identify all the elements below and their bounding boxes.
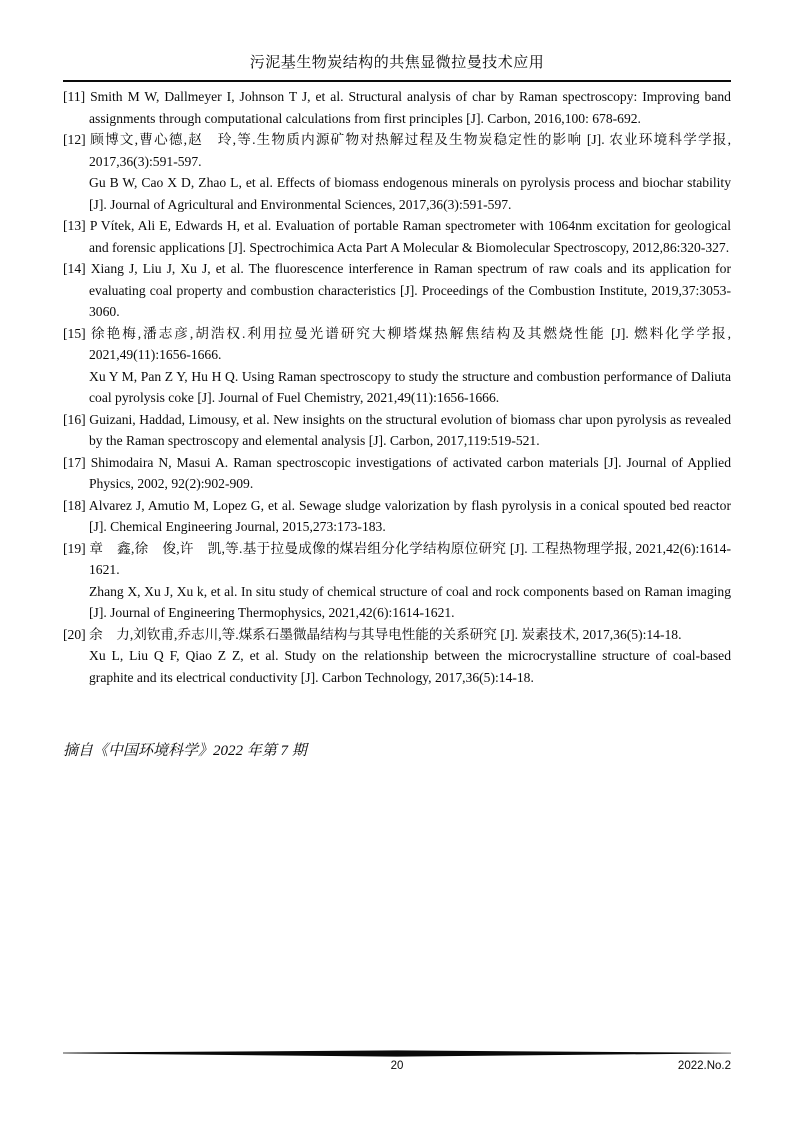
- reference-item-18: [63, 495, 731, 538]
- running-head-title: 污泥基生物炭结构的共焦显微拉曼技术应用: [63, 52, 731, 82]
- reference-item-17: [63, 452, 731, 495]
- reference-number: [18]: [63, 497, 86, 513]
- page-content: [63, 52, 731, 762]
- reference-text: 顾博文,曹心德,赵 玲,等.生物质内源矿物对热解过程及生物炭稳定性的影响 [J]. 农业环境科学学报, 2017,36(3):591-597.: [89, 132, 731, 169]
- reference-item-11: [63, 86, 731, 129]
- reference-number: [11]: [63, 89, 86, 104]
- page-number: 20: [390, 1060, 404, 1072]
- reference-item-19: [63, 538, 731, 581]
- reference-number: [19]: [63, 540, 86, 556]
- reference-item-16: [63, 409, 731, 452]
- reference-text: 余 力,刘钦甫,乔志川,等.煤系石墨微晶结构与其导电性能的关系研究 [J]. 炭素技术, 2017,36(5):14-18.: [89, 626, 682, 642]
- reference-text: 章 鑫,徐 俊,许 凯,等.基于拉曼成像的煤岩组分化学结构原位研究 [J]. 工程热物理学报, 2021,42(6):1614-1621.: [89, 540, 732, 577]
- reference-number: [13]: [63, 218, 86, 233]
- tapered-rule-shape: [63, 1050, 731, 1057]
- reference-item-13: [63, 215, 731, 258]
- reference-text: Xiang J, Liu J, Xu J, et al. The fluorescence interference in Raman spectrum of raw coals and its application for evaluating coal property and combustion characteristics [J]. Proceedings of the Combustion Institute, 2019,37:3053-3060.: [89, 261, 731, 319]
- reference-number: [12]: [63, 132, 86, 147]
- source-note: 摘自《中国环境科学》2022 年第 7 期: [63, 743, 307, 759]
- reference-translation-19: Zhang X, Xu J, Xu k, et al. In situ study of chemical structure of coal and rock components based on Raman imaging [J]. Journal of Engineering Thermophysics, 2021,42(6):1614-1621.: [89, 583, 731, 620]
- page-footer: [63, 1059, 731, 1074]
- reference-number: [17]: [63, 454, 86, 470]
- reference-number: [15]: [63, 325, 86, 341]
- reference-number: [20]: [63, 626, 86, 642]
- reference-translation-15: Xu Y M, Pan Z Y, Hu H Q. Using Raman spectroscopy to study the structure and combustion performance of Daliuta coal pyrolysis coke [J]. Journal of Fuel Chemistry, 2021,49(11):1656-1666.: [89, 368, 731, 405]
- reference-item-20: [63, 624, 731, 646]
- reference-text: 徐艳梅,潘志彦,胡浩权.利用拉曼光谱研究大柳塔煤热解焦结构及其燃烧性能 [J]. 燃料化学学报, 2021,49(11):1656-1666.: [89, 325, 731, 362]
- footer-rule: [63, 1050, 731, 1057]
- reference-text: Guizani, Haddad, Limousy, et al. New insights on the structural evolution of biomass char upon pyrolysis as revealed by the Raman spectroscopy and elemental analysis [J]. Carbon, 2017,119:519-521.: [89, 411, 731, 448]
- reference-number: [14]: [63, 261, 86, 276]
- reference-text: Smith M W, Dallmeyer I, Johnson T J, et al. Structural analysis of char by Raman spectroscopy: Improving band assignments through computational calculations from first principles [J]. Carbon, 2016,100: 678-692.: [89, 89, 731, 126]
- reference-number: [16]: [63, 411, 86, 427]
- reference-item-15: [63, 323, 731, 366]
- reference-translation-12: Gu B W, Cao X D, Zhao L, et al. Effects of biomass endogenous minerals on pyrolysis process and biochar stability [J]. Journal of Agricultural and Environmental Sciences, 2017,36(3):591-597.: [89, 175, 731, 212]
- reference-text: P Vítek, Ali E, Edwards H, et al. Evaluation of portable Raman spectrometer with 1064nm excitation for geological and forensic applications [J]. Spectrochimica Acta Part A Molecular & Biomolecular Spectroscopy, 2012,86:320-327.: [89, 218, 731, 255]
- reference-item-12: [63, 129, 731, 172]
- reference-item-14: [63, 258, 731, 323]
- reference-translation-20: Xu L, Liu Q F, Qiao Z Z, et al. Study on the relationship between the microcrystalline structure of coal-based graphite and its electrical conductivity [J]. Carbon Technology, 2017,36(5):14-18.: [89, 648, 731, 685]
- reference-list: [63, 86, 731, 688]
- reference-text: Alvarez J, Amutio M, Lopez G, et al. Sewage sludge valorization by flash pyrolysis in a conical spouted bed reactor [J]. Chemical Engineering Journal, 2015,273:173-183.: [88, 497, 731, 534]
- issue-label: 2022.No.2: [677, 1060, 731, 1072]
- reference-text: Shimodaira N, Masui A. Raman spectroscopic investigations of activated carbon materials [J]. Journal of Applied Physics, 2002, 92(2):902-909.: [89, 454, 731, 491]
